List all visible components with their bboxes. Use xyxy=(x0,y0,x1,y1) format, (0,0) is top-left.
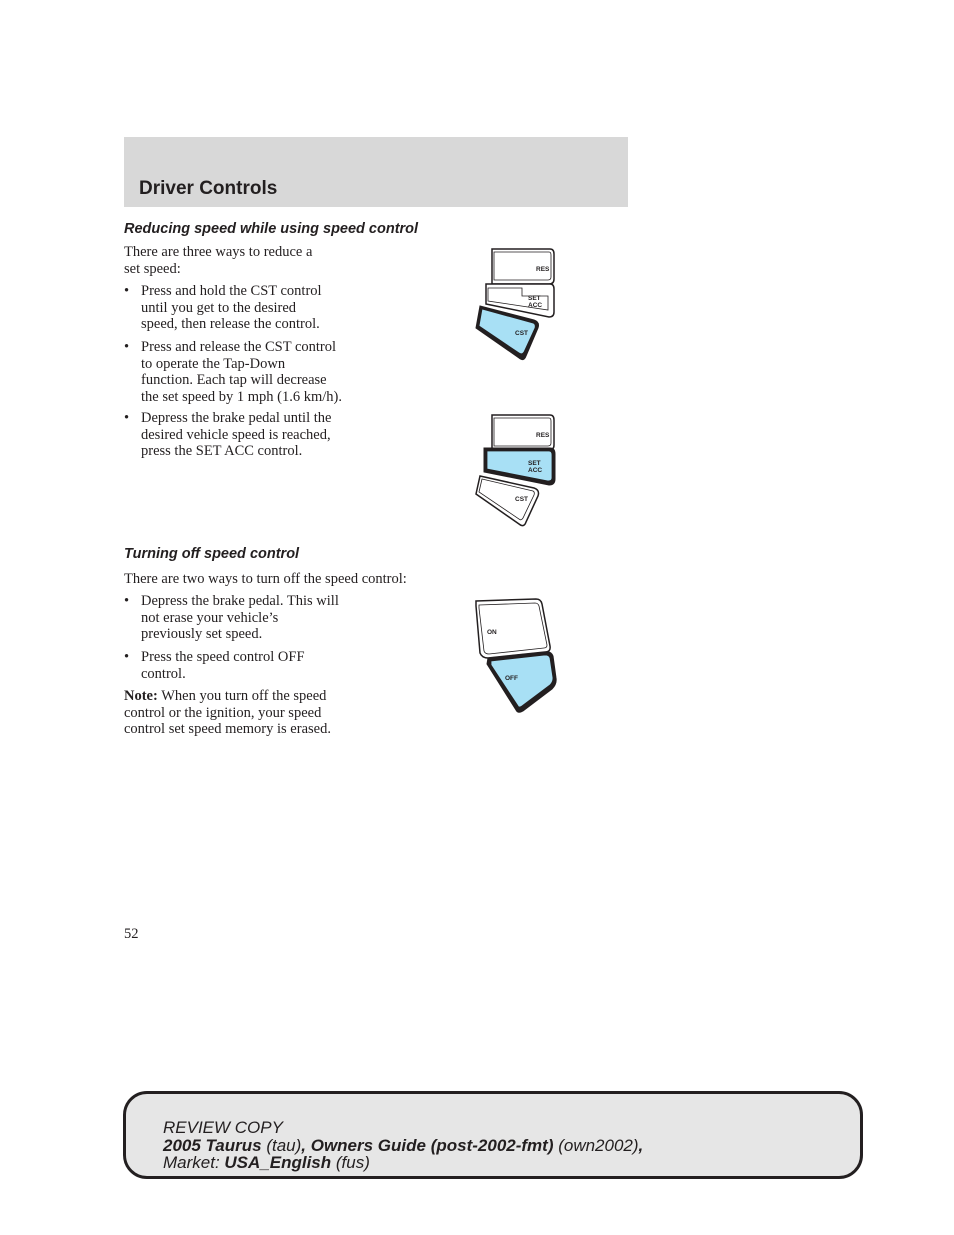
bullet-line: Press and hold the CST control xyxy=(141,283,322,299)
off-label: OFF xyxy=(505,675,518,682)
list-item xyxy=(124,339,394,405)
section-heading-reducing-speed: Reducing speed while using speed control xyxy=(124,221,419,237)
footer-comma: , xyxy=(638,1135,644,1155)
bullet-line: previously set speed. xyxy=(141,626,263,642)
bullet-icon: • xyxy=(124,593,130,609)
note-text: control or the ignition, your speed xyxy=(124,704,322,721)
list-item xyxy=(124,410,394,460)
section-header-band xyxy=(124,137,628,207)
bullet-icon: • xyxy=(124,649,130,665)
review-copy-label: REVIEW COPY xyxy=(163,1118,283,1137)
bullet-icon: • xyxy=(124,410,130,426)
bullet-icon: • xyxy=(124,339,130,355)
note-paragraph xyxy=(124,688,331,738)
list-item xyxy=(124,649,394,682)
acc-label: ACC xyxy=(528,302,543,309)
bullet-line: press the SET ACC control. xyxy=(141,443,303,459)
set-label: SET xyxy=(528,295,541,302)
acc-label: ACC xyxy=(528,467,543,474)
bullet-line: until you get to the desired xyxy=(141,299,297,316)
res-label: RES xyxy=(536,432,550,439)
bullet-icon: • xyxy=(124,283,130,299)
footer-guide-code: (own2002) xyxy=(553,1135,639,1155)
cst-label: CST xyxy=(515,330,528,337)
cst-label: CST xyxy=(515,496,528,503)
footer-market: USA_English xyxy=(224,1153,332,1172)
res-label: RES xyxy=(536,266,550,273)
note-text: When you turn off the speed xyxy=(157,688,327,704)
bullet-line: speed, then release the control. xyxy=(141,316,320,332)
bullet-line: Depress the brake pedal until the xyxy=(141,410,332,426)
bullet-line: function. Each tap will decrease xyxy=(141,372,327,388)
intro-paragraph xyxy=(124,244,312,277)
bullet-line: Depress the brake pedal. This will xyxy=(141,593,339,609)
bullet-line: control. xyxy=(141,665,186,682)
intro-line: set speed: xyxy=(124,260,181,277)
bullet-line: to operate the Tap-Down xyxy=(141,355,286,372)
page-number: 52 xyxy=(124,926,139,942)
intro-line: There are three ways to reduce a xyxy=(124,244,313,260)
bullet-line: Press and release the CST control xyxy=(141,339,337,355)
list-item xyxy=(124,283,394,333)
page-title: Driver Controls xyxy=(139,178,278,199)
bullet-line: not erase your vehicle’s xyxy=(141,609,279,626)
footer-market-label: Market: xyxy=(163,1153,225,1172)
speed-control-cst-illustration xyxy=(470,244,560,366)
on-label: ON xyxy=(487,629,497,636)
footer-guide: , Owners Guide (post-2002-fmt) xyxy=(301,1135,554,1155)
bullet-line: Press the speed control OFF xyxy=(141,649,305,665)
set-label: SET xyxy=(528,460,541,467)
footer-text xyxy=(163,1119,643,1172)
bullet-line: the set speed by 1 mph (1.6 km/h). xyxy=(141,388,342,405)
note-label: Note: xyxy=(124,688,158,704)
intro-paragraph: There are two ways to turn off the speed control: xyxy=(124,571,407,587)
speed-control-off-illustration xyxy=(470,594,562,716)
list-item xyxy=(124,593,394,643)
note-text: control set speed memory is erased. xyxy=(124,721,331,737)
footer-model-code: (tau) xyxy=(261,1135,302,1155)
review-copy-footer xyxy=(123,1091,863,1179)
footer-model: 2005 Taurus xyxy=(163,1135,262,1155)
footer-market-code: (fus) xyxy=(331,1153,370,1172)
section-heading-turning-off: Turning off speed control xyxy=(124,546,300,562)
speed-control-set-acc-illustration xyxy=(470,410,560,532)
bullet-line: desired vehicle speed is reached, xyxy=(141,426,331,443)
